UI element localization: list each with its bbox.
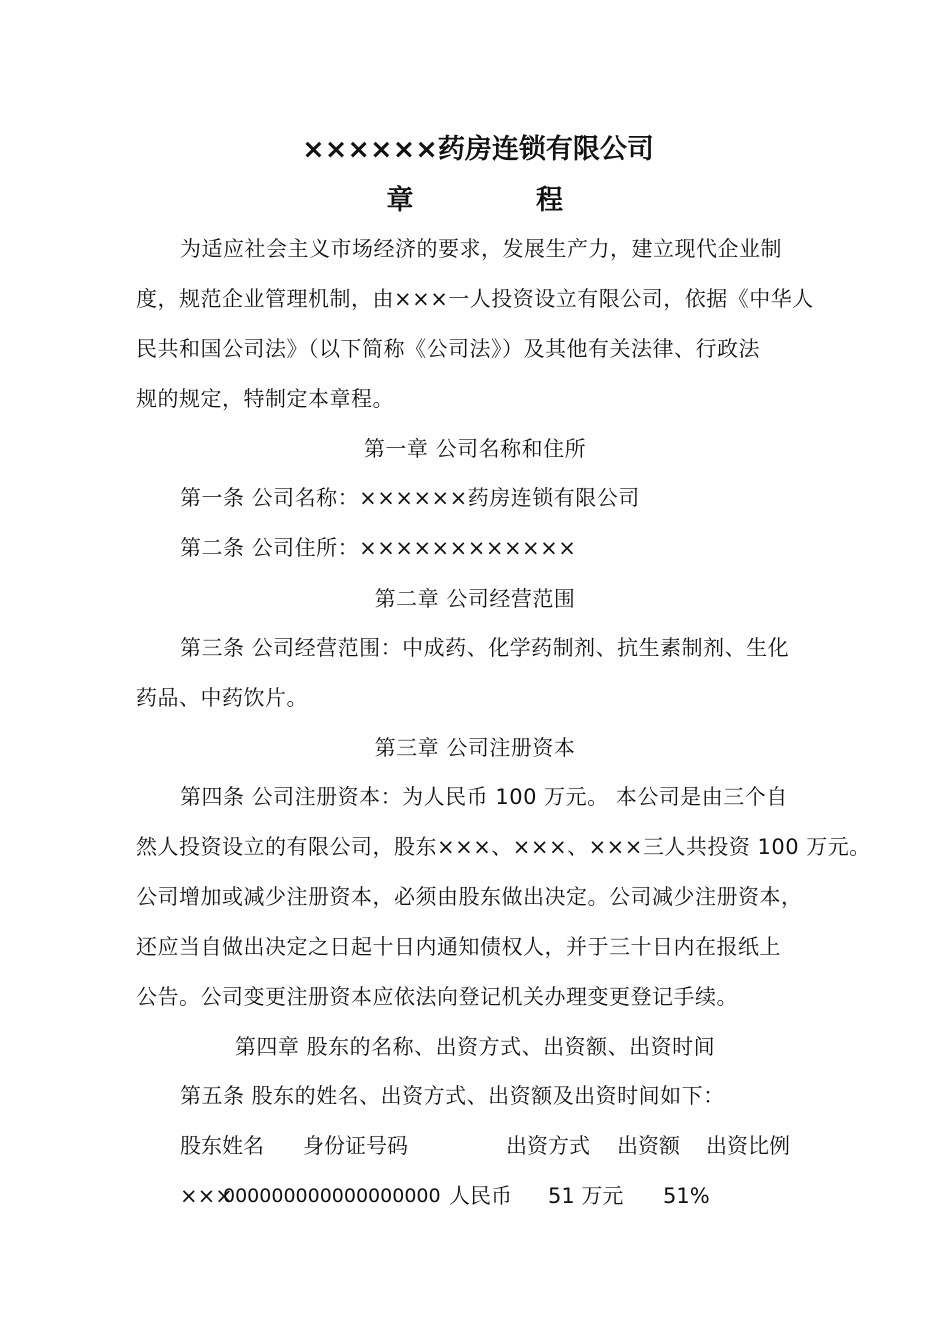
table-header-ratio: 出资比例 xyxy=(706,1134,790,1158)
article-3-line-2: 药品、中药饮片。 xyxy=(136,686,308,710)
table-cell-name: ××× xyxy=(180,1184,233,1208)
table-header-name: 股东姓名 xyxy=(180,1134,264,1158)
table-header-amount: 出资额 xyxy=(617,1134,680,1158)
article-4-line-1: 第四条 公司注册资本：为人民币 100 万元。 本公司是由三个自 xyxy=(180,785,788,809)
article-1: 第一条 公司名称：××××××药房连锁有限公司 xyxy=(180,486,640,510)
table-cell-id: 000000000000000000 xyxy=(223,1185,441,1207)
subtitle-left: 章 xyxy=(386,185,414,216)
article-2: 第二条 公司住所：×××××××××××× xyxy=(180,536,577,560)
chapter-3-heading: 第三章 公司注册资本 xyxy=(374,736,576,760)
subtitle-right: 程 xyxy=(536,185,564,216)
preamble-line-2: 度，规范企业管理机制，由×××一人投资设立有限公司，依据《中华人 xyxy=(136,287,814,311)
preamble-line-4: 规的规定，特制定本章程。 xyxy=(136,387,394,411)
article-5: 第五条 股东的姓名、出资方式、出资额及出资时间如下： xyxy=(180,1084,725,1108)
table-cell-amount: 51 万元 xyxy=(548,1184,624,1208)
chapter-1-heading: 第一章 公司名称和住所 xyxy=(363,437,587,461)
article-4-line-4: 还应当自做出决定之日起十日内通知债权人，并于三十日内在报纸上 xyxy=(136,935,781,959)
preamble-line-3: 民共和国公司法》（以下简称《公司法》）及其他有关法律、行政法 xyxy=(136,337,760,361)
table-header-method: 出资方式 xyxy=(506,1134,590,1158)
document-subtitle xyxy=(0,186,950,216)
article-4-line-3: 公司增加或减少注册资本，必须由股东做出决定。公司减少注册资本， xyxy=(136,885,803,909)
table-cell-method: 人民币 xyxy=(449,1184,512,1208)
article-3-line-1: 第三条 公司经营范围：中成药、化学药制剂、抗生素制剂、生化 xyxy=(180,636,790,660)
table-cell-ratio: 51% xyxy=(663,1184,710,1208)
article-4-line-2: 然人投资设立的有限公司，股东×××、×××、×××三人共投资 100 万元。 xyxy=(136,835,871,859)
chapter-2-heading: 第二章 公司经营范围 xyxy=(374,587,576,611)
article-4-line-5: 公告。公司变更注册资本应依法向登记机关办理变更登记手续。 xyxy=(136,985,738,1009)
preamble-line-1: 为适应社会主义市场经济的要求，发展生产力，建立现代企业制 xyxy=(180,237,782,261)
table-header-id: 身份证号码 xyxy=(303,1134,408,1158)
document-title: ××××××药房连锁有限公司 xyxy=(302,134,654,165)
chapter-4-heading: 第四章 股东的名称、出资方式、出资额、出资时间 xyxy=(234,1035,716,1059)
